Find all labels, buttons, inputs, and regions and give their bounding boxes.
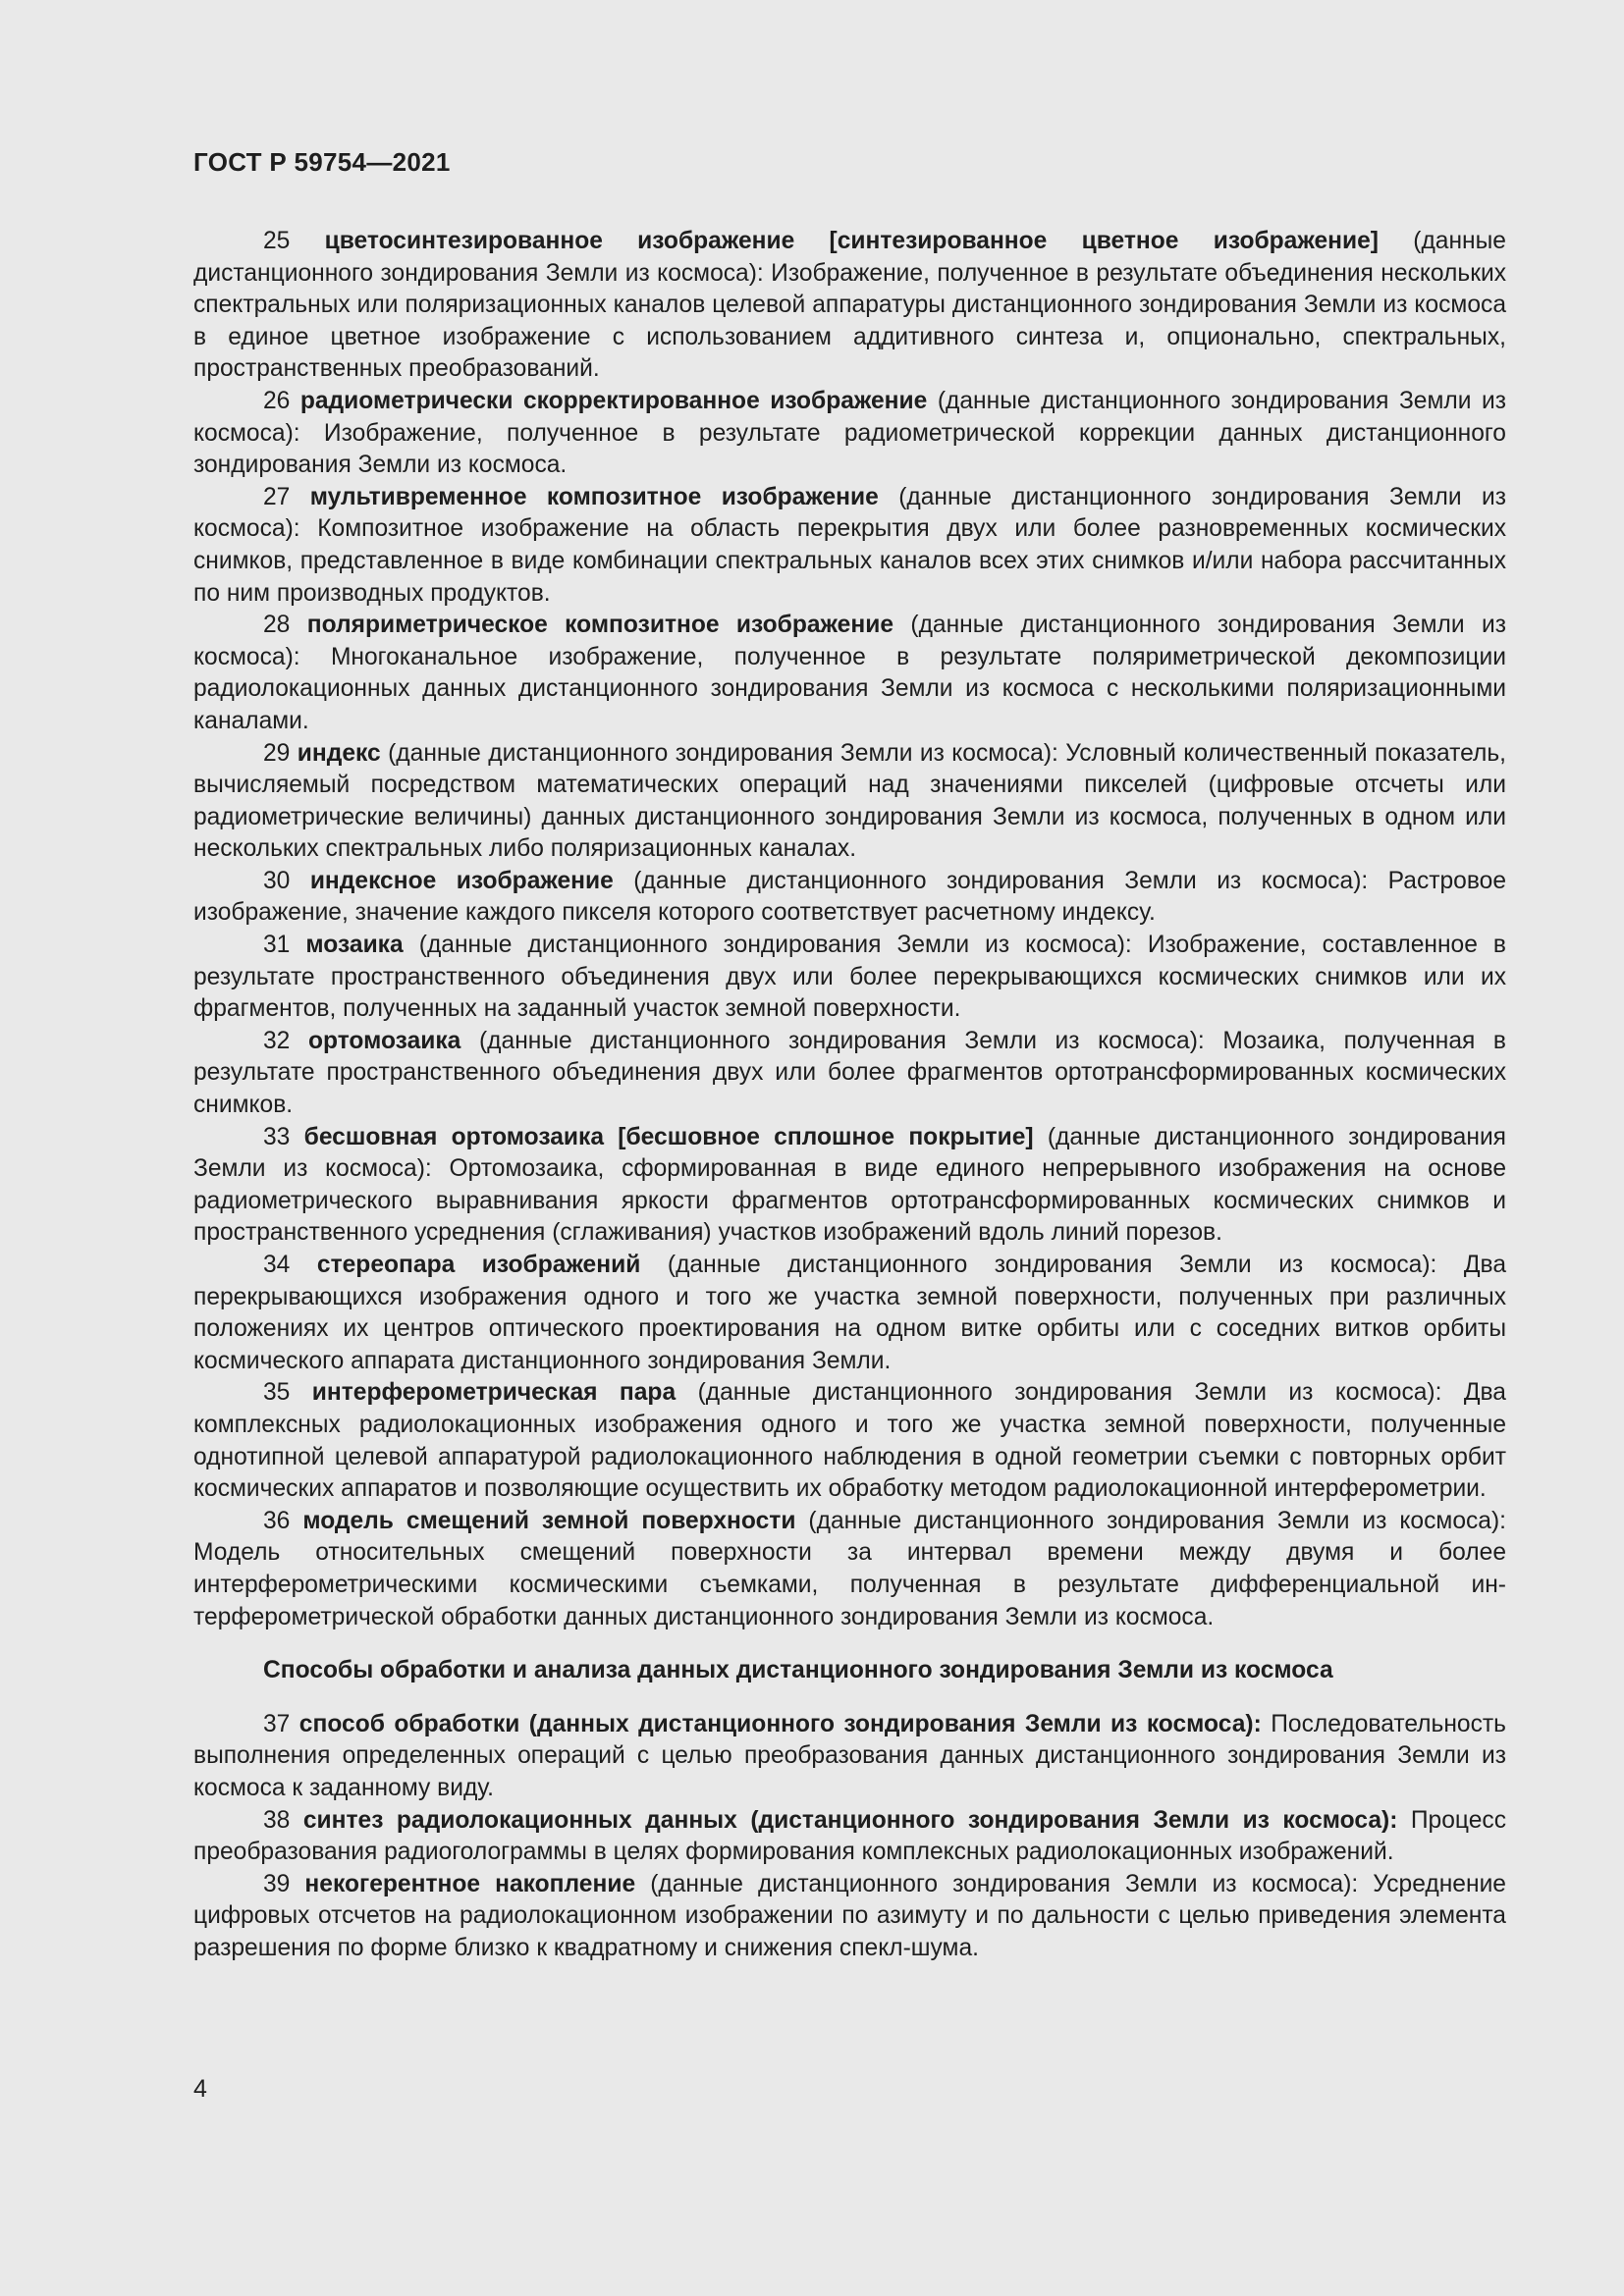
entry-definition: (данные дистанционного зондирования Земли из космоса): Условный количественный показатель, вычисляемый посредством математических операций над значениями пикселей (цифровые отсчеты или радиометрические величины) данных дистанционного зондирования Земли из космоса, полученных в одном или нескольких спектральных либо поляризационных каналах. — [193, 739, 1506, 863]
term-entry — [193, 226, 1506, 386]
term-entry — [193, 930, 1506, 1026]
entry-number: 26 — [263, 387, 291, 414]
entry-definition: Последовательность выполнения определенных операций с целью преобразования данных дистанционного зондирования Земли из космоса к заданному виду. — [193, 1710, 1506, 1801]
term-entry — [193, 738, 1506, 866]
term-entry — [193, 386, 1506, 482]
term-entry — [193, 1026, 1506, 1122]
entry-definition: (данные дистанционного зондирования Земли из космоса): Растровое изображение, значение каждого пикселя которого соответствует расчетному индексу. — [193, 867, 1507, 927]
entry-definition: (данные дистанционного зондирования Земли из космоса): Модель относительных смещений поверхности за интервал времени между двумя и более интерферометрическими космическими съемками, полученная в результате дифференциальной интерферометрической обработки данных дистанционного зондирования Земли из космоса. — [193, 1507, 1506, 1630]
entry-number: 34 — [263, 1252, 291, 1278]
entry-number: 27 — [263, 483, 291, 510]
entry-term: некогерентное накопление — [304, 1870, 636, 1897]
entry-definition: (данные дистанционного зондирования Земли из космоса): Изображение, полученное в результате радиометрической коррекции данных дистанционного зондирования Земли из космоса. — [193, 387, 1506, 479]
entry-number: 38 — [263, 1806, 291, 1834]
entry-term: модель смещений земной поверхности — [302, 1507, 796, 1534]
term-entry — [193, 1805, 1506, 1869]
entry-term: синтез радиолокационных данных (дистанционного зондирования Земли из космоса): — [302, 1806, 1398, 1834]
entry-term: ортомозаика — [307, 1027, 461, 1054]
document-id-header: ГОСТ Р 59754—2021 — [193, 147, 451, 177]
entry-number: 37 — [263, 1710, 291, 1737]
entry-number: 35 — [263, 1379, 291, 1407]
term-entry — [193, 1869, 1506, 1965]
entry-definition: (данные дистанционного зондирования Земли из космоса): Изображение, полученное в результате объединения нескольких спектральных или поляризационных каналов целевой аппаратуры дистанционного зондирования Земли из космоса в единое цветное изображение с использованием аддитивного синтеза и, опционально, спектральных, пространственных преобразований. — [193, 228, 1506, 383]
entry-number: 31 — [263, 932, 291, 959]
term-entry — [193, 1709, 1506, 1805]
entry-term: индекс — [297, 739, 381, 767]
entry-number: 36 — [263, 1507, 291, 1534]
term-entry — [193, 1250, 1506, 1377]
entry-number: 32 — [263, 1027, 291, 1054]
entry-term: стереопара изображений — [316, 1252, 641, 1278]
term-entry — [193, 610, 1506, 737]
entry-number: 39 — [263, 1870, 291, 1897]
term-entry — [193, 1506, 1506, 1633]
document-body — [193, 226, 1506, 1964]
term-entries-group-2 — [193, 1709, 1506, 1965]
entry-definition: Процесс преобразования радиоголограммы в целях формирования комплексных радиолокационных изображений. — [193, 1806, 1506, 1866]
term-entry — [193, 1377, 1506, 1505]
entry-definition: (данные дистанционного зондирования Земли из космоса): Два перекрывающихся изображения одного и того же участка земной поверхности, полученных при различных положениях их центров оптического проектирования на одном витке орбиты или с соседних витков орбиты космического аппарата дистанционного зондирования Земли. — [193, 1252, 1507, 1374]
page-number: 4 — [193, 2075, 207, 2103]
entry-definition: (данные дистанционного зондирования Земли из космоса): Усреднение цифровых отсчетов на радиолокационном изображении по азимуту и по дальности с целью приведения элемента разрешения по форме близко к квадратному и снижения спекл-шума. — [193, 1870, 1506, 1961]
entry-term: мультивременное композитное изображение — [309, 483, 879, 510]
entry-term: интерферометрическая пара — [311, 1379, 677, 1407]
entry-definition: (данные дистанционного зондирования Земли из космоса): Многоканальное изображение, полученное в результате поляриметрической декомпозиции радиолокационных данных дистанционного зондирования Земли из космоса с несколькими поляризационными каналами. — [193, 612, 1506, 734]
entry-definition: (данные дистанционного зондирования Земли из космоса): Мозаика, полученная в результате пространственного объединения двух или более фрагментов ортотрансформированных космических снимков. — [193, 1027, 1506, 1119]
entry-number: 25 — [263, 228, 291, 254]
term-entry — [193, 482, 1506, 610]
entry-term: цветосинтезированное изображение [синтезированное цветное изображение] — [324, 228, 1379, 254]
entry-number: 28 — [263, 612, 291, 639]
entry-definition: (данные дистанционного зондирования Земли из космоса): Композитное изображение на область перекрытия двух или более разновременных космических снимков, представленное в виде комбинации спектральных каналов всех этих снимков и/или набора рассчитанных по ним производных продуктов. — [193, 483, 1506, 607]
entry-number: 30 — [263, 867, 291, 894]
entry-term: способ обработки (данных дистанционного зондирования Земли из космоса): — [298, 1710, 1262, 1737]
entry-term: поляриметрическое композитное изображение — [306, 612, 894, 639]
entry-term: бесшовная ортомозаика [бесшовное сплошное покрытие] — [303, 1123, 1034, 1150]
entry-number: 33 — [263, 1123, 291, 1150]
term-entries-group-1 — [193, 226, 1506, 1633]
term-entry — [193, 1122, 1506, 1250]
entry-definition: (данные дистанционного зондирования Земли из космоса): Два комплексных радиолокационных изображения одного и того же участка земной поверхности, полученные однотипной целевой аппаратурой радиолокационного наблюдения в одной геометрии съемки с повторных орбит космических аппаратов и позволяющие осуществить их обработку методом радиолокационной интерферометрии. — [193, 1379, 1506, 1503]
section-title: Способы обработки и анализа данных дистанционного зондирования Земли из космоса — [263, 1657, 1333, 1684]
entry-number: 29 — [263, 739, 291, 767]
entry-term: индексное изображение — [309, 867, 614, 894]
term-entry — [193, 866, 1506, 930]
entry-term: радиометрически скорректированное изображение — [299, 387, 928, 414]
entry-definition: (данные дистанционного зондирования Земли из космоса): Ортомозаика, сформированная в виде единого непрерывного изображения на основе радиометрического выравнивания яркости фрагментов ортотрансформированных космических снимков и пространственного усреднения (сглаживания) участков изображений вдоль линий порезов. — [193, 1123, 1506, 1247]
entry-term: мозаика — [305, 932, 404, 959]
entry-definition: (данные дистанционного зондирования Земли из космоса): Изображение, составленное в результате пространственного объединения двух или более перекрывающихся космических снимков или их фрагментов, полученных на заданный участок земной поверхности. — [193, 932, 1507, 1023]
